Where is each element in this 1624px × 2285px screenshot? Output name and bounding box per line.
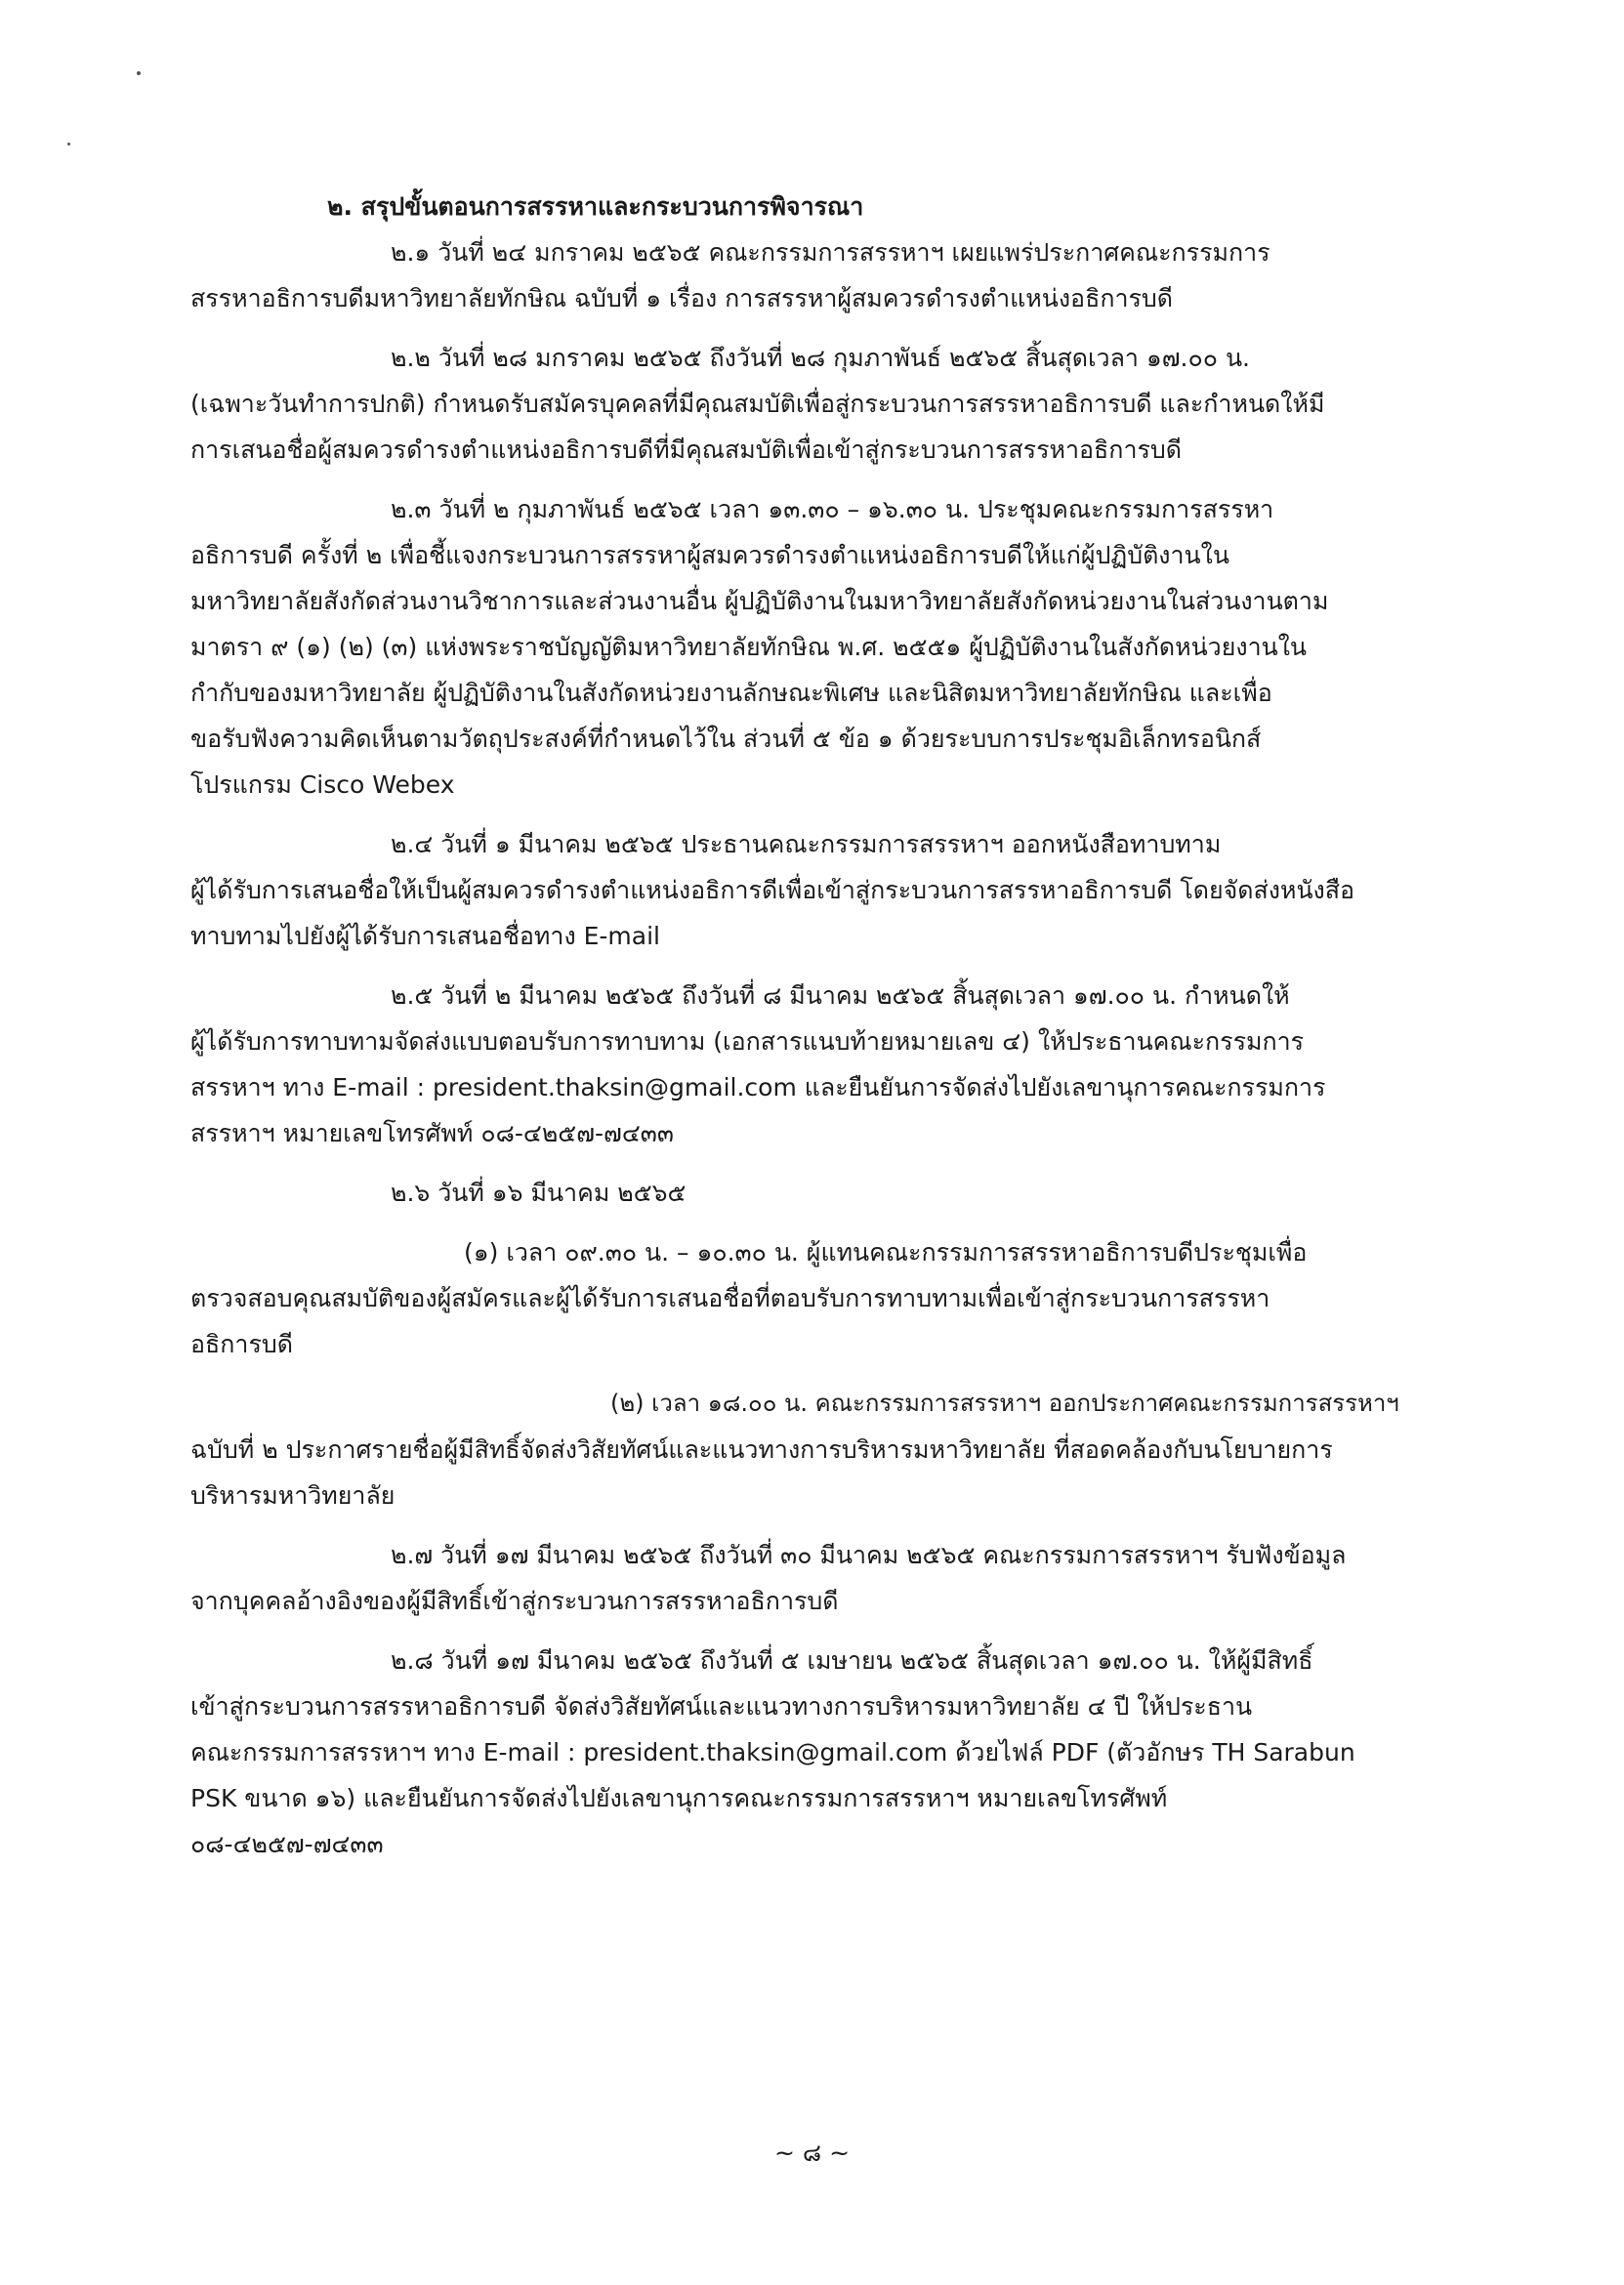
paragraph-line: อธิการบดี ครั้งที่ ๒ เพื่อชี้แจงกระบวนการสรรหาผู้สมควรดำรงตำแหน่งอธิการบดีให้แก่ผู้ปฏิบัติงานใน [190, 541, 1229, 569]
paragraph-line: คณะกรรมการสรรหาฯ ทาง E-mail : president.thaksin@gmail.com ด้วยไฟล์ PDF (ตัวอักษร TH Sarabun [190, 1738, 1355, 1766]
paragraph-line: (เฉพาะวันทำการปกติ) กำหนดรับสมัครบุคคลที่มีคุณสมบัติเพื่อสู่กระบวนการสรรหาอธิการบดี และกำหนดให้มี [190, 390, 1325, 418]
document-body [190, 184, 1406, 1881]
paragraph-line: ๒.๔ วันที่ ๑ มีนาคม ๒๕๖๕ ประธานคณะกรรมการสรรหาฯ ออกหนังสือทาบทาม [391, 830, 1222, 858]
paragraph-line: อธิการบดี [190, 1330, 293, 1358]
paragraph [190, 229, 1406, 321]
paragraph-line: สรรหาอธิการบดีมหาวิทยาลัยทักษิณ ฉบับที่ ๑ เรื่อง การสรรหาผู้สมควรดำรงตำแหน่งอธิการบดี [190, 284, 1174, 312]
paragraph-line: ๒.๕ วันที่ ๒ มีนาคม ๒๕๖๕ ถึงวันที่ ๘ มีนาคม ๒๕๖๕ สิ้นสุดเวลา ๑๗.๐๐ น. กำหนดให้ [391, 981, 1290, 1010]
paragraph-line: ๐๘-๔๒๕๗-๗๔๓๓ [190, 1830, 384, 1858]
paragraph [190, 1170, 1406, 1216]
paragraph [190, 486, 1406, 808]
scan-speck [67, 143, 70, 145]
paragraph-line: โปรแกรม Cisco Webex [190, 770, 455, 799]
paragraph-line: (๒) เวลา ๑๘.๐๐ น. คณะกรรมการสรรหาฯ ออกประกาศคณะกรรมการสรรหาฯ [610, 1390, 1399, 1417]
paragraph-line: ๒.๒ วันที่ ๒๘ มกราคม ๒๕๖๕ ถึงวันที่ ๒๘ กุมภาพันธ์ ๒๕๖๕ สิ้นสุดเวลา ๑๗.๐๐ น. [391, 344, 1250, 372]
section-heading: ๒. สรุปขั้นตอนการสรรหาและกระบวนการพิจารณา [327, 192, 864, 221]
paragraph-line: บริหารมหาวิทยาลัย [190, 1481, 396, 1510]
paragraph-line: จากบุคคลอ้างอิงของผู้มีสิทธิ์เข้าสู่กระบวนการสรรหาอธิการบดี [190, 1587, 839, 1615]
paragraph-line: (๑) เวลา ๐๙.๓๐ น. – ๑๐.๓๐ น. ผู้แทนคณะกรรมการสรรหาอธิการบดีประชุมเพื่อ [464, 1238, 1308, 1267]
paragraph [190, 1532, 1406, 1624]
paragraph [190, 1229, 1406, 1367]
paragraph-line: กำกับของมหาวิทยาลัย ผู้ปฏิบัติงานในสังกัดหน่วยงานลักษณะพิเศษ และนิสิตมหาวิทยาลัยทักษิณ และเพื่อ [190, 679, 1272, 707]
paragraph-line: ๒.๘ วันที่ ๑๗ มีนาคม ๒๕๖๕ ถึงวันที่ ๕ เมษายน ๒๕๖๕ สิ้นสุดเวลา ๑๗.๐๐ น. ให้ผู้มีสิทธิ์ [391, 1646, 1313, 1675]
paragraph [190, 973, 1406, 1156]
paragraph-line: สรรหาฯ ทาง E-mail : president.thaksin@gmail.com และยืนยันการจัดส่งไปยังเลขานุการคณะกรรมการ [190, 1073, 1326, 1101]
paragraph-line: ขอรับฟังความคิดเห็นตามวัตถุประสงค์ที่กำหนดไว้ใน ส่วนที่ ๕ ข้อ ๑ ด้วยระบบการประชุมอิเล็กทรอนิกส์ [190, 725, 1262, 753]
paragraph-line: สรรหาฯ หมายเลขโทรศัพท์ ๐๘-๔๒๕๗-๗๔๓๓ [190, 1119, 674, 1147]
paragraph [190, 1381, 1406, 1518]
page-number: ~ ๘ ~ [773, 2139, 851, 2167]
paragraph [190, 821, 1406, 959]
paragraph-line: ทาบทามไปยังผู้ได้รับการเสนอชื่อทาง E-mail [190, 922, 660, 950]
paragraph-line: ๒.๗ วันที่ ๑๗ มีนาคม ๒๕๖๕ ถึงวันที่ ๓๐ มีนาคม ๒๕๖๕ คณะกรรมการสรรหาฯ รับฟังข้อมูล [391, 1541, 1347, 1569]
paragraph-line: PSK ขนาด ๑๖) และยืนยันการจัดส่งไปยังเลขานุการคณะกรรมการสรรหาฯ หมายเลขโทรศัพท์ [190, 1784, 1168, 1812]
paragraph [190, 1638, 1406, 1867]
paragraph-line: ตรวจสอบคุณสมบัติของผู้สมัครและผู้ได้รับการเสนอชื่อที่ตอบรับการทาบทามเพื่อเข้าสู่กระบวนการสรรหา [190, 1284, 1270, 1312]
paragraph-line: เข้าสู่กระบวนการสรรหาอธิการบดี จัดส่งวิสัยทัศน์และแนวทางการบริหารมหาวิทยาลัย ๔ ปี ให้ประธาน [190, 1692, 1253, 1721]
paragraph-line: ผู้ได้รับการเสนอชื่อให้เป็นผู้สมควรดำรงตำแหน่งอธิการดีเพื่อเข้าสู่กระบวนการสรรหาอธิการบดี โดยจัดส่งหนังสือ [190, 876, 1355, 904]
scan-speck [137, 71, 141, 75]
paragraph-line: ผู้ได้รับการทาบทามจัดส่งแบบตอบรับการทาบทาม (เอกสารแนบท้ายหมายเลข ๔) ให้ประธานคณะกรรมการ [190, 1027, 1305, 1056]
paragraph-line: มาตรา ๙ (๑) (๒) (๓) แห่งพระราชบัญญัติมหาวิทยาลัยทักษิณ พ.ศ. ๒๕๕๑ ผู้ปฏิบัติงานในสังกัดหน่วยงานใน [190, 633, 1307, 661]
paragraph-list [190, 229, 1406, 1867]
paragraph-line: ๒.๓ วันที่ ๒ กุมภาพันธ์ ๒๕๖๕ เวลา ๑๓.๓๐ – ๑๖.๓๐ น. ประชุมคณะกรรมการสรรหา [391, 495, 1274, 523]
paragraph-line: มหาวิทยาลัยสังกัดส่วนงานวิชาการและส่วนงานอื่น ผู้ปฏิบัติงานในมหาวิทยาลัยสังกัดหน่วยงานในส่วนงานตาม [190, 587, 1329, 615]
paragraph-line: การเสนอชื่อผู้สมควรดำรงตำแหน่งอธิการบดีที่มีคุณสมบัติเพื่อเข้าสู่กระบวนการสรรหาอธิการบดี [190, 436, 1183, 464]
paragraph [190, 335, 1406, 473]
paragraph-line: ๒.๑ วันที่ ๒๔ มกราคม ๒๕๖๕ คณะกรรมการสรรหาฯ เผยแพร่ประกาศคณะกรรมการ [391, 238, 1270, 267]
paragraph-line: ๒.๖ วันที่ ๑๖ มีนาคม ๒๕๖๕ [391, 1179, 687, 1207]
paragraph-line: ฉบับที่ ๒ ประกาศรายชื่อผู้มีสิทธิ์จัดส่งวิสัยทัศน์และแนวทางการบริหารมหาวิทยาลัย ที่สอดคล้องกับนโยบายการ [190, 1435, 1333, 1464]
